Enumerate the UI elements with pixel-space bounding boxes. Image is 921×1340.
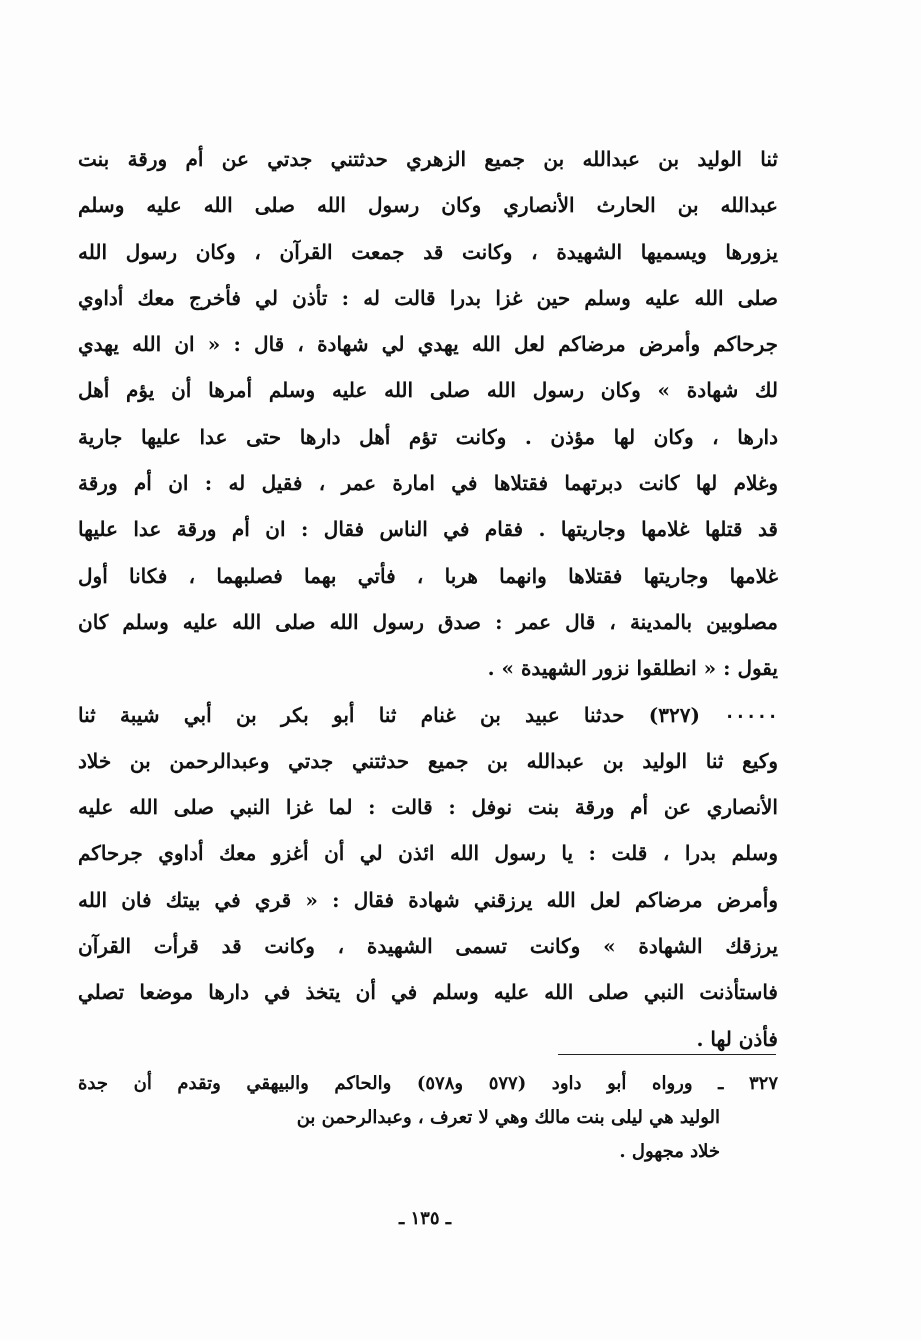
- text-line-6: لك شهادة » وكان رسول الله صلى الله عليه وسلم أمرها أن يؤم أهل: [78, 378, 778, 403]
- text-line-5: جرحاكم وأمرض مرضاكم لعل الله يهدي لي شهادة ، قال : « ان الله يهدي: [78, 332, 778, 357]
- footnote: [78, 1067, 778, 1169]
- text-line-19: فاستأذنت النبي صلى الله عليه وسلم في أن يتخذ في دارها موضعا تصلي: [78, 980, 778, 1005]
- text-line-9: قد قتلها غلامها وجاريتها . فقام في الناس فقال : ان أم ورقة عدا عليها: [78, 517, 778, 542]
- text-line-18: يرزقك الشهادة » وكانت تسمى الشهيدة ، وكانت قد قرأت القرآن: [78, 934, 778, 959]
- text-line-13: ٠٠٠٠٠ (٣٢٧) حدثنا عبيد بن غنام ثنا أبو بكر بن أبي شيبة ثنا: [78, 702, 778, 727]
- text-line-20: فأذن لها .: [696, 1026, 778, 1051]
- footnote-line-1: ٣٢٧ ـ ورواه أبو داود (٥٧٧ و٥٧٨) والحاكم والبيهقي وتقدم أن جدة: [78, 1073, 778, 1094]
- text-line-15: الأنصاري عن أم ورقة بنت نوفل : قالت : لما غزا النبي صلى الله عليه: [78, 795, 778, 820]
- page-number: ـ ١٣٥ ـ: [398, 1208, 452, 1229]
- text-line-17: وأمرض مرضاكم لعل الله يرزقني شهادة فقال : « قري في بيتك فان الله: [78, 887, 778, 912]
- text-line-7: دارها ، وكان لها مؤذن . وكانت تؤم أهل دارها حتى عدا عليها جارية: [78, 424, 778, 449]
- text-line-10: غلامها وجاريتها فقتلاها وانهما هربا ، فأتي بهما فصلبهما ، فكانا أول: [78, 563, 778, 588]
- text-line-8: وغلام لها كانت دبرتهما فقتلاها في امارة عمر ، فقيل له : ان أم ورقة: [78, 471, 778, 496]
- text-line-11: مصلوبين بالمدينة ، قال عمر : صدق رسول الله صلى الله عليه وسلم كان: [78, 609, 778, 634]
- text-line-3: يزورها ويسميها الشهيدة ، وكانت قد جمعت القرآن ، وكان رسول الله: [78, 239, 778, 264]
- text-line-2: عبدالله بن الحارث الأنصاري وكان رسول الله صلى الله عليه وسلم: [78, 193, 778, 218]
- text-line-4: صلى الله عليه وسلم حين غزا بدرا قالت له : تأذن لي فأخرج معك أداوي: [78, 285, 778, 310]
- footnote-divider: [558, 1054, 776, 1055]
- text-line-12: يقول : « انطلقوا نزور الشهيدة » .: [487, 656, 778, 681]
- text-line-16: وسلم بدرا ، قلت : يا رسول الله ائذن لي أن أغزو معك أداوي جرحاكم: [78, 841, 778, 866]
- footnote-line-3: خلاد مجهول .: [619, 1141, 720, 1162]
- text-line-1: ثنا الوليد بن عبدالله بن جميع الزهري حدثتني جدتي عن أم ورقة بنت: [78, 147, 778, 171]
- footnote-line-2: الوليد هي ليلى بنت مالك وهي لا تعرف ، وعبدالرحمن بن: [296, 1107, 720, 1128]
- text-line-14: وكيع ثنا الوليد بن عبدالله بن جميع حدثتني جدتي وعبدالرحمن بن خلاد: [78, 748, 778, 773]
- main-text: [78, 136, 778, 1062]
